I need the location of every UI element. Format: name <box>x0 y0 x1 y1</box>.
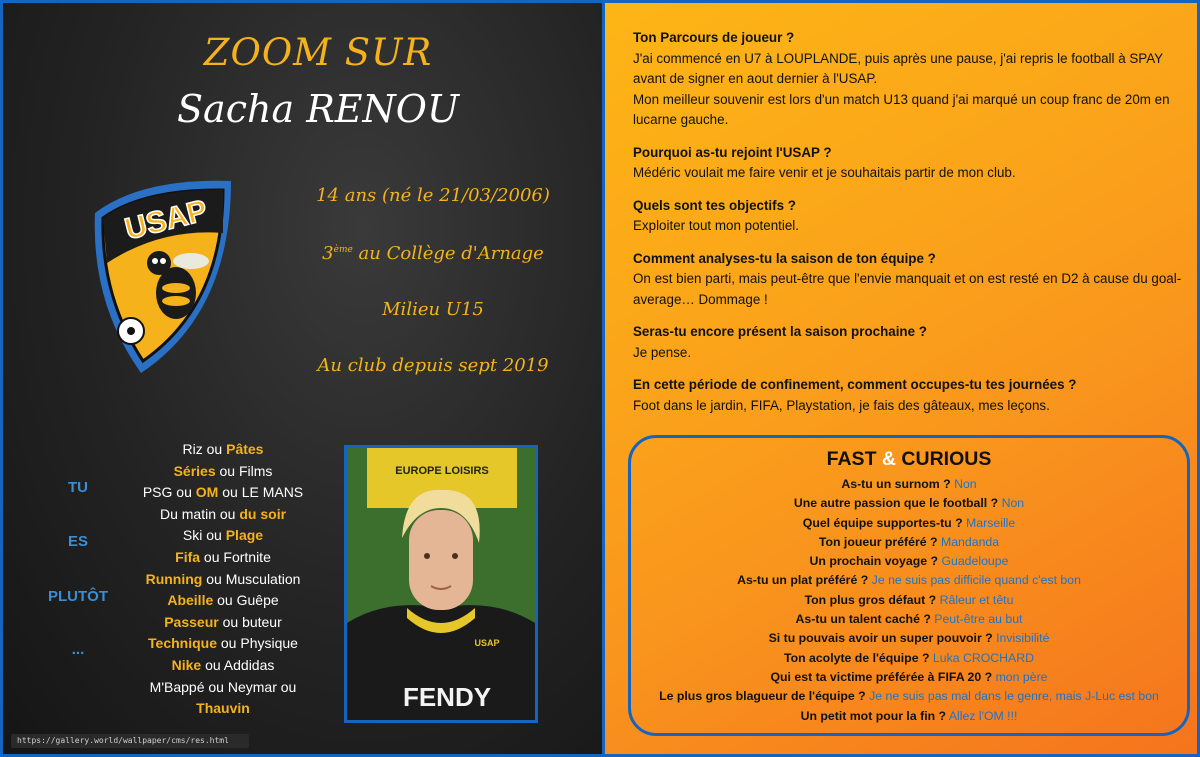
fc-answer: Râleur et têtu <box>939 592 1014 607</box>
choice-separator: ou <box>200 548 224 565</box>
fc-item <box>631 687 1187 706</box>
fc-answer: Luka CROCHARD <box>932 650 1035 665</box>
fc-question: As-tu un plat préféré ? <box>737 573 869 588</box>
choice-separator: ou <box>204 678 228 695</box>
answer: Médéric voulait me faire venir et je souhaitais partir de mon club. <box>633 165 1016 180</box>
fc-answer: Invisibilité <box>996 631 1050 646</box>
choice-separator: ou <box>215 462 239 479</box>
fc-item <box>631 591 1187 610</box>
question: En cette période de confinement, comment occupes-tu tes journées ? <box>633 377 1077 392</box>
choices-list <box>113 439 333 720</box>
choice-option: Physique <box>240 635 298 652</box>
player-name: Sacha RENOU <box>177 87 459 131</box>
choice-separator: ou <box>172 484 196 501</box>
choice-option: Running <box>145 570 203 587</box>
choice-separator: ou <box>201 656 224 673</box>
left-panel <box>3 3 602 754</box>
usap-logo <box>81 173 236 378</box>
fc-answer: Je ne suis pas difficile quand c'est bon <box>871 573 1081 588</box>
shirt-sponsor-text: FENDY <box>402 682 492 712</box>
choice-option: OM <box>195 484 219 501</box>
choice-option: Guêpe <box>236 592 279 609</box>
choice-option: PSG <box>142 484 173 501</box>
fc-answer: Non <box>954 477 977 491</box>
choice-separator: ou <box>218 484 242 501</box>
fc-answer: Peut-être au but <box>934 612 1023 627</box>
choice-separator: ou <box>202 441 227 457</box>
choice-option: buteur <box>242 613 282 630</box>
fc-item <box>631 668 1187 687</box>
choice-line <box>113 525 333 547</box>
choice-line <box>113 504 333 526</box>
choice-option: Fortnite <box>223 548 271 565</box>
fc-item <box>631 649 1187 668</box>
fast-curious-box <box>628 435 1190 736</box>
qa-block <box>633 322 1188 363</box>
choice-option: Abeille <box>167 592 214 609</box>
fc-question: Ton acolyte de l'équipe ? <box>783 650 930 665</box>
player-school <box>283 243 583 264</box>
choice-line <box>113 461 333 483</box>
qa-block <box>633 375 1188 416</box>
answer: Exploiter tout mon potentiel. <box>633 218 799 233</box>
fc-item <box>631 494 1187 513</box>
fc-item <box>631 610 1187 629</box>
question: Quels sont tes objectifs ? <box>633 197 796 213</box>
qa-block <box>633 196 1188 237</box>
qa-block <box>633 249 1188 311</box>
choice-separator: ou <box>216 505 240 522</box>
fc-question: Qui est ta victime préférée à FIFA 20 ? <box>770 669 993 684</box>
player-age: 14 ans (né le 21/03/2006) <box>316 185 550 206</box>
school-name: au Collège d'Arnage <box>352 243 544 264</box>
fc-question: As-tu un surnom ? <box>841 477 951 491</box>
choice-option: Pâtes <box>226 441 264 457</box>
fc-question: Quel équipe supportes-tu ? <box>802 515 963 530</box>
fc-answer: Marseille <box>966 515 1016 530</box>
fc-title-curious: CURIOUS <box>901 448 992 470</box>
shirt-top-text: EUROPE LOISIRS <box>395 465 489 477</box>
choice-option: Addidas <box>223 656 275 673</box>
choice-option: Thauvin <box>196 700 250 717</box>
choice-line <box>113 439 333 461</box>
interview-qa <box>633 28 1188 428</box>
choice-separator: ou <box>202 570 226 587</box>
choice-option: M'Bappé <box>149 678 205 695</box>
ellipsis-label: ... <box>71 641 85 658</box>
choice-option: du soir <box>239 505 287 522</box>
right-panel <box>605 3 1197 754</box>
choice-option: Riz <box>182 441 203 457</box>
school-grade-sup: ème <box>333 245 353 255</box>
fc-answer: Allez l'OM !!! <box>948 708 1018 723</box>
fast-curious-list <box>631 475 1187 726</box>
choice-line <box>113 698 333 720</box>
choice-option: Neymar <box>227 678 277 695</box>
es-label: ES <box>67 533 88 550</box>
answer: Je pense. <box>633 344 692 360</box>
fc-answer: Mandanda <box>940 534 1000 549</box>
fc-item <box>631 533 1187 552</box>
fc-answer: Guadeloupe <box>941 554 1009 569</box>
watermark-url: https://gallery.world/wallpaper/cms/res.html <box>11 734 249 748</box>
choice-line <box>113 677 333 699</box>
fc-question: As-tu un talent caché ? <box>795 612 931 627</box>
fc-answer: mon père <box>995 669 1048 684</box>
qa-block <box>633 28 1188 131</box>
choice-option: Musculation <box>225 570 301 587</box>
choice-option: Technique <box>148 635 217 652</box>
choice-line <box>113 633 333 655</box>
answer: J'ai commencé en U7 à LOUPLANDE, puis après une pause, j'ai repris le football à SPAY avant de signer en aout dernier à l'USAP. <box>633 50 1163 86</box>
question: Comment analyses-tu la saison de ton équipe ? <box>633 250 936 266</box>
choice-option: ou <box>276 678 297 695</box>
fc-title-fast: FAST <box>826 448 877 470</box>
fc-question: Ton joueur préféré ? <box>818 534 938 549</box>
choice-option: Fifa <box>175 548 201 565</box>
fc-question: Une autre passion que le football ? <box>793 496 999 511</box>
fc-item <box>631 552 1187 571</box>
tu-label: TU <box>68 479 88 496</box>
qa-block <box>633 143 1188 184</box>
logo-text: USAP <box>121 194 211 247</box>
choice-option: Plage <box>225 527 264 544</box>
school-grade: 3 <box>322 243 334 264</box>
choice-separator: ou <box>213 592 237 609</box>
player-club-since: Au club depuis sept 2019 <box>317 355 549 376</box>
choice-line <box>113 655 333 677</box>
fc-question: Un prochain voyage ? <box>809 554 939 569</box>
choice-option: Passeur <box>164 613 219 630</box>
answer: On est bien parti, mais peut-être que l'envie manquait et on est resté en D2 à cause du goal-average… Dommage ! <box>633 271 1182 307</box>
fc-question: Un petit mot pour la fin ? <box>800 708 947 723</box>
choice-line <box>113 547 333 569</box>
choice-option: Séries <box>173 462 216 479</box>
choice-line <box>113 590 333 612</box>
shirt-badge-text: USAP <box>474 638 500 648</box>
choice-option: LE MANS <box>241 484 304 501</box>
fc-answer: Non <box>1001 496 1025 511</box>
choice-option: Films <box>238 462 273 479</box>
fc-question: Le plus gros blagueur de l'équipe ? <box>659 689 866 704</box>
choice-line <box>113 569 333 591</box>
player-photo <box>344 445 538 723</box>
choice-option: Nike <box>171 656 202 673</box>
fc-question: Ton plus gros défaut ? <box>804 592 937 607</box>
question: Ton Parcours de joueur ? <box>633 30 795 45</box>
choice-separator: ou <box>218 613 243 630</box>
fc-question: Si tu pouvais avoir un super pouvoir ? <box>768 631 993 646</box>
fc-item <box>631 514 1187 533</box>
choice-option: Du matin <box>159 505 216 522</box>
choice-line <box>113 612 333 634</box>
fc-answer: Je ne suis pas mal dans le genre, mais J-Luc est bon <box>869 689 1159 704</box>
fc-item <box>631 629 1187 648</box>
title-zoom-sur: ZOOM SUR <box>203 31 433 74</box>
choice-separator: ou <box>202 527 226 544</box>
fast-curious-title <box>631 448 1187 471</box>
question: Pourquoi as-tu rejoint l'USAP ? <box>633 144 832 160</box>
fc-item <box>631 475 1187 494</box>
question: Seras-tu encore présent la saison prochaine ? <box>633 324 927 339</box>
plutot-label: PLUTÔT <box>48 588 108 605</box>
answer: Foot dans le jardin, FIFA, Playstation, je fais des gâteaux, mes leçons. <box>633 397 1050 413</box>
choice-separator: ou <box>217 635 241 652</box>
fc-item <box>631 571 1187 590</box>
choice-line <box>113 482 333 504</box>
fc-item <box>631 707 1187 726</box>
player-position: Milieu U15 <box>382 299 484 320</box>
fc-title-amp: & <box>881 448 896 470</box>
choice-option: Ski <box>182 527 203 544</box>
answer: Mon meilleur souvenir est lors d'un match U13 quand j'ai marqué un coup franc de 20m en lucarne gauche. <box>633 91 1170 127</box>
